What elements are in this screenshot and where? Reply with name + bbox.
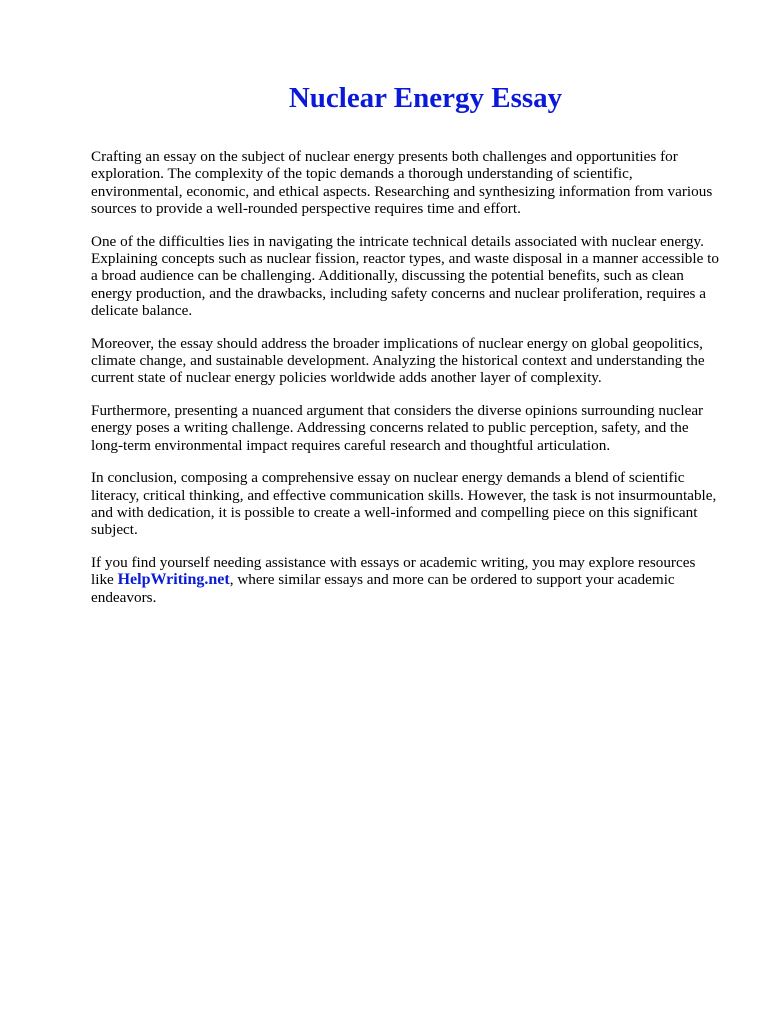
- paragraph-5: In conclusion, composing a comprehensive essay on nuclear energy demands a blend of scientific literacy, critical thinking, and effective communication skills. However, the task is not insurmountable, and with dedication, it is possible to create a well-informed and compelling piece on this significant subject.: [91, 469, 717, 539]
- paragraph-4: Furthermore, presenting a nuanced argument that considers the diverse opinions surrounding nuclear energy poses a writing challenge. Addressing concerns related to public perception, safety, and the long-term environmental impact requires careful research and thoughtful articulation.: [91, 401, 704, 454]
- paragraph-6-after-link: , where similar essays and more can be ordered to support your academic endeavors.: [91, 571, 675, 606]
- paragraph-6-before-link: If you find yourself needing assistance with essays or academic writing, you may explore resources like: [91, 553, 696, 589]
- paragraph-3: Moreover, the essay should address the broader implications of nuclear energy on global geopolitics, climate change, and sustainable development. Analyzing the historical context and understanding the current state of nuclear energy policies worldwide adds another layer of complexity.: [91, 334, 705, 387]
- document-title: Nuclear Energy Essay: [288, 82, 563, 114]
- paragraph-6: [91, 554, 720, 606]
- helpwriting-link[interactable]: HelpWriting.net: [117, 571, 230, 589]
- paragraph-1: Crafting an essay on the subject of nuclear energy presents both challenges and opportunities for exploration. The complexity of the topic demands a thorough understanding of scientific, environmental, economic, and ethical aspects. Researching and synthesizing information from various sources to provide a well-rounded perspective requires time and effort.: [91, 148, 713, 218]
- paragraph-2: One of the difficulties lies in navigating the intricate technical details associated with nuclear energy. Explaining concepts such as nuclear fission, reactor types, and waste disposal in a manner accessible to a broad audience can be challenging. Additionally, discussing the potential benefits, such as clean energy production, and the drawbacks, including safety concerns and nuclear proliferation, requires a delicate balance.: [91, 232, 719, 320]
